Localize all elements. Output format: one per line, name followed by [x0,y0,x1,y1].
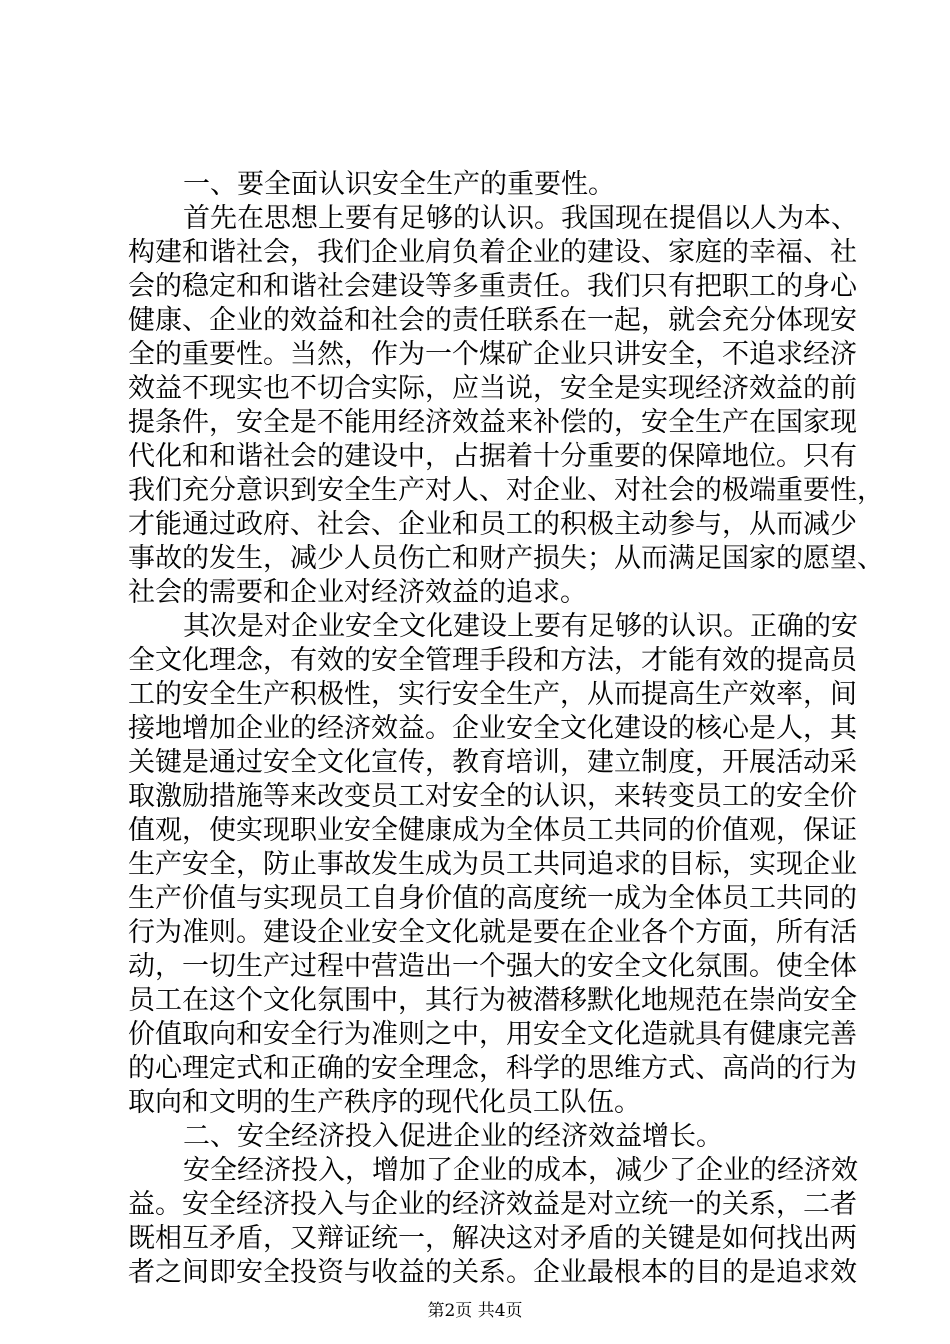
text-line-9: 代化和和谐社会的建设中，占据着十分重要的保障地位。只有 [128,441,857,472]
text-line-30: 安全经济投入，增加了企业的成本，减少了企业的经济效 [183,1155,858,1186]
text-line-11: 才能通过政府、社会、企业和员工的积极主动参与，从而减少 [128,509,857,540]
text-line-27: 的心理定式和正确的安全理念，科学的思维方式、高尚的行为 [128,1053,857,1084]
text-line-24: 动，一切生产过程中营造出一个强大的安全文化氛围。使全体 [128,951,857,982]
text-line-17: 接地增加企业的经济效益。企业安全文化建设的核心是人，其 [128,713,857,744]
text-line-8: 提条件，安全是不能用经济效益来补偿的，安全生产在国家现 [128,407,857,438]
text-line-22: 生产价值与实现员工自身价值的高度统一成为全体员工共同的 [128,883,857,914]
text-line-20: 值观，使实现职业安全健康成为全体员工共同的价值观，保证 [128,815,857,846]
text-line-32: 既相互矛盾，又辩证统一，解决这对矛盾的关键是如何找出两 [128,1223,857,1254]
text-line-28: 取向和文明的生产秩序的现代化员工队伍。 [128,1087,641,1118]
text-line-6: 全的重要性。当然，作为一个煤矿企业只讲安全，不追求经济 [128,339,857,370]
text-line-18: 关键是通过安全文化宣传，教育培训，建立制度，开展活动采 [128,747,857,778]
text-line-16: 工的安全生产积极性，实行安全生产，从而提高生产效率，间 [128,679,857,710]
page-number-label: 第2页 共4页 [427,1301,523,1321]
text-line-10: 我们充分意识到安全生产对人、对企业、对社会的极端重要性， [128,475,884,506]
text-line-26: 价值取向和安全行为准则之中，用安全文化造就具有健康完善 [128,1019,857,1050]
text-line-5: 健康、企业的效益和社会的责任联系在一起，就会充分体现安 [128,305,857,336]
text-line-12: 事故的发生，减少人员伤亡和财产损失；从而满足国家的愿望、 [128,543,884,574]
text-line-33: 者之间即安全投资与收益的关系。企业最根本的目的是追求效 [128,1257,857,1288]
text-line-1: 一、要全面认识安全生产的重要性。 [183,169,615,200]
text-line-13: 社会的需要和企业对经济效益的追求。 [128,577,587,608]
text-line-23: 行为准则。建设企业安全文化就是要在企业各个方面，所有活 [128,917,857,948]
text-line-2: 首先在思想上要有足够的认识。我国现在提倡以人为本、 [183,203,858,234]
text-line-29: 二、安全经济投入促进企业的经济效益增长。 [183,1121,723,1152]
text-line-7: 效益不现实也不切合实际，应当说，安全是实现经济效益的前 [128,373,857,404]
text-line-15: 全文化理念，有效的安全管理手段和方法，才能有效的提高员 [128,645,857,676]
page-footer [0,1300,950,1322]
text-line-31: 益。安全经济投入与企业的经济效益是对立统一的关系，二者 [128,1189,857,1220]
text-line-19: 取激励措施等来改变员工对安全的认识，来转变员工的安全价 [128,781,857,812]
text-line-14: 其次是对企业安全文化建设上要有足够的认识。正确的安 [183,611,858,642]
text-line-4: 会的稳定和和谐社会建设等多重责任。我们只有把职工的身心 [128,271,857,302]
text-line-25: 员工在这个文化氛围中，其行为被潜移默化地规范在崇尚安全 [128,985,857,1016]
text-line-3: 构建和谐社会，我们企业肩负着企业的建设、家庭的幸福、社 [128,237,857,268]
text-line-21: 生产安全，防止事故发生成为员工共同追求的目标，实现企业 [128,849,857,880]
